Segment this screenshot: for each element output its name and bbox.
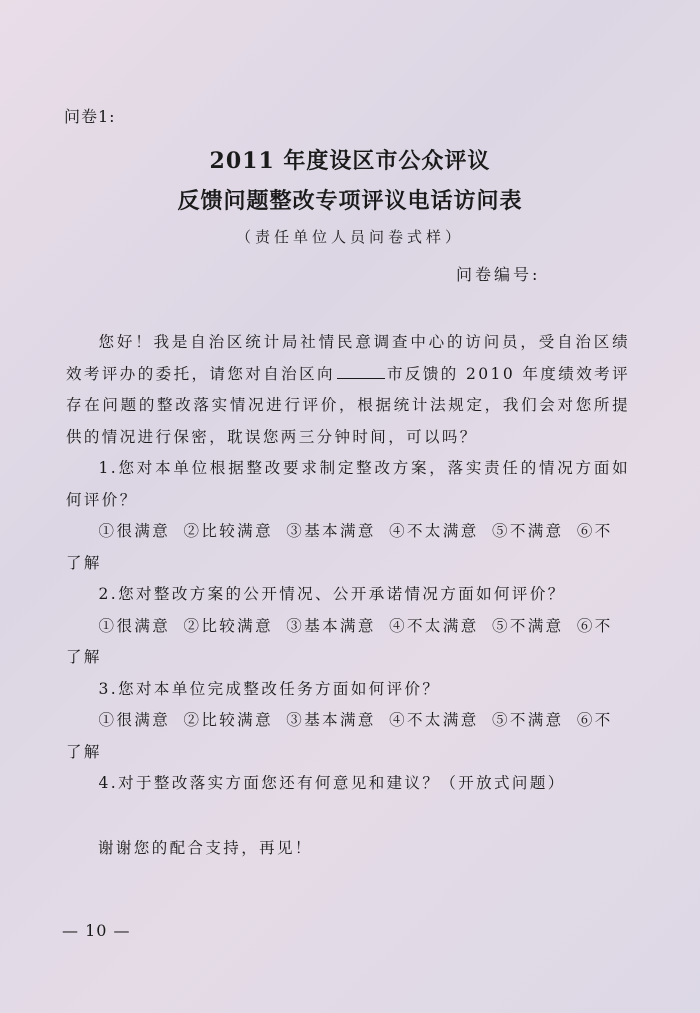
title-line-1: 2011 年度设区市公众评议 (209, 148, 491, 174)
questionnaire-number-label: 问卷编号: (456, 265, 541, 284)
question-3: 3.您对本单位完成整改任务方面如何评价？ (98, 679, 441, 698)
intro-text-2: 市反馈的 2010 年度绩效考评存在问题的整改落实情况进行评价，根据统计法规定，我们会对您所提供的情况进行保密，耽误您两三分钟时间，可以吗？ (66, 364, 630, 446)
question-2: 2.您对整改方案的公开情况、公开承诺情况方面如何评价？ (98, 585, 566, 603)
intro-text-1: 您好！我是自治区统计局社情民意调查中心的访问员，受自治区绩效考评办的委托，请您对自治区向 (66, 333, 630, 383)
title-line-2: 反馈问题整改专项评议电话访问表 (177, 188, 523, 214)
intro-paragraph (66, 327, 630, 453)
question-2-options: ①很满意 ②比较满意 ③基本满意 ④不太满意 ⑤不满意 ⑥不了解 (66, 616, 613, 666)
question-4: 4.对于整改落实方面您还有何意见和建议？（开放式问题） (98, 774, 566, 792)
questionnaire-label: 问卷1: (64, 107, 116, 126)
fill-in-blank (337, 364, 385, 379)
document-body (66, 327, 630, 800)
closing-remark: 谢谢您的配合支持，再见！ (98, 839, 313, 857)
subtitle: （责任单位人员问卷式样） (235, 228, 464, 246)
question-3-options: ①很满意 ②比较满意 ③基本满意 ④不太满意 ⑤不满意 ⑥不了解 (66, 711, 613, 761)
page-number: — 10 — (62, 921, 131, 940)
question-1: 1.您对本单位根据整改要求制定整改方案，落实责任的情况方面如何评价？ (66, 459, 630, 509)
question-1-options: ①很满意 ②比较满意 ③基本满意 ④不太满意 ⑤不满意 ⑥不了解 (66, 522, 613, 572)
